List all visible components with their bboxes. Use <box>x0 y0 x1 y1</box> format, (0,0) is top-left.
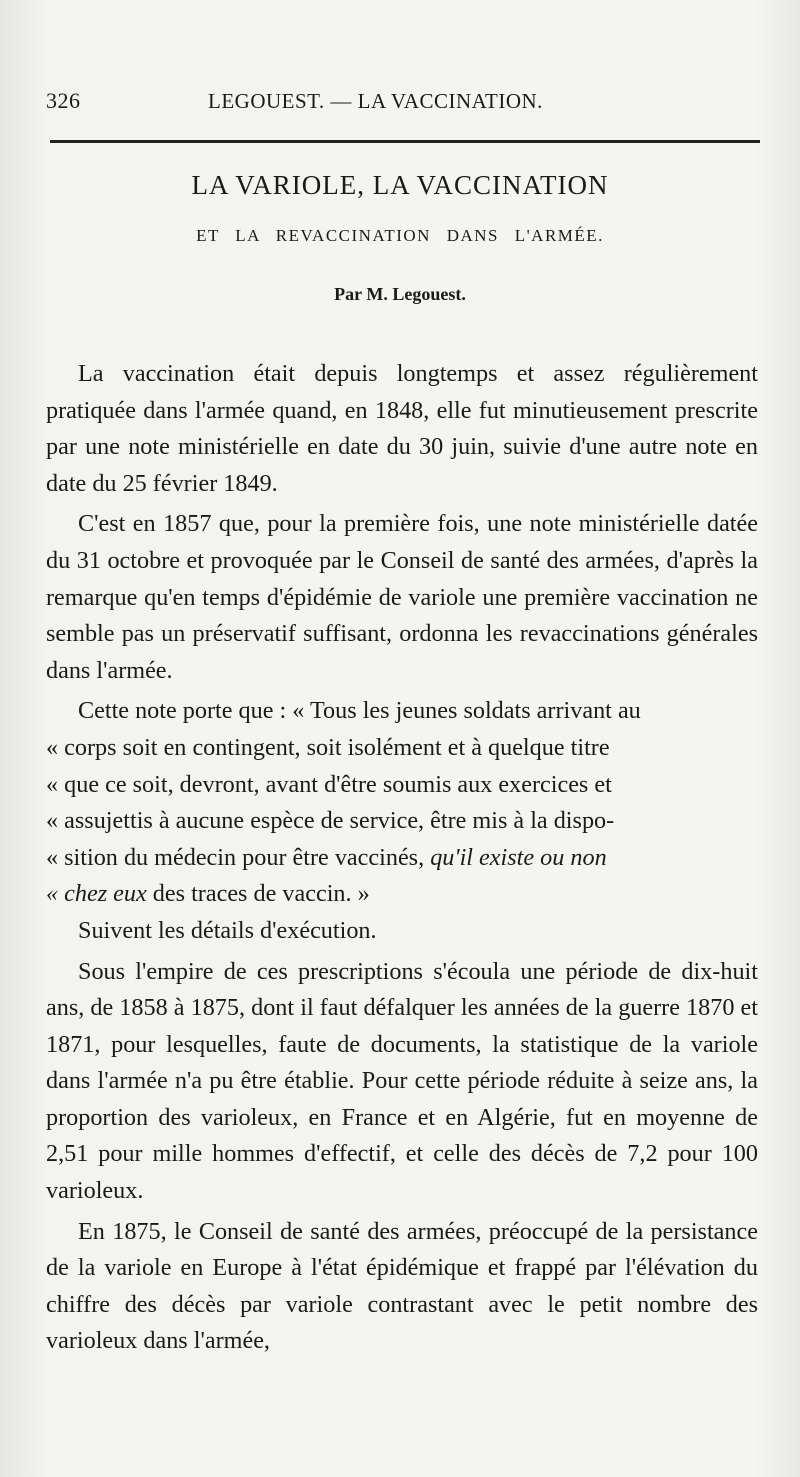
paragraph-2: C'est en 1857 que, pour la première fois, une note ministérielle datée du 31 octobre et provoquée par le Conseil de santé des armées, d'après la remarque qu'en temps d'épidémie de variole une première vaccination ne semble pas un préservatif suffisant, ordonna les revaccinations générales dans l'armée. <box>46 510 758 684</box>
article-subtitle: ET LA REVACCINATION DANS L'ARMÉE. <box>196 226 604 245</box>
quote-line-5: « sition du médecin pour être vaccinés, <box>46 843 425 871</box>
quote-italic-2: « chez eux <box>46 880 147 908</box>
running-title: LEGOUEST. — LA VACCINATION. <box>208 89 543 113</box>
article-byline: Par M. Legouest. <box>334 284 466 304</box>
quote-italic-1: qu'il existe ou non <box>430 843 607 871</box>
running-head <box>46 88 758 122</box>
quote-line-2: « corps soit en contingent, soit isolément et à quelque titre <box>46 733 610 761</box>
article-title: LA VARIOLE, LA VACCINATION <box>191 170 609 200</box>
paragraph-1: La vaccination était depuis longtemps et assez régulièrement pratiquée dans l'armée quand, en 1848, elle fut minutieusement prescrite par une note ministérielle en date du 30 juin, suivie d'une autre note en date du 25 février 1849. <box>46 360 758 497</box>
header-rule <box>50 140 760 143</box>
quote-line-4: « assujettis à aucune espèce de service, être mis à la dispo- <box>46 807 615 835</box>
page-number: 326 <box>46 88 81 113</box>
paragraph-6: En 1875, le Conseil de santé des armées, préoccupé de la persistance de la variole en Europe à l'état épidémique et frappé par l'élévation du chiffre des décès par variole contrastant avec le petit nombre des varioleux dans l'armée, <box>46 1217 758 1355</box>
quote-line-3: « que ce soit, devront, avant d'être soumis aux exercices et <box>46 770 612 798</box>
body-text <box>46 356 758 1360</box>
paragraph-5: Sous l'empire de ces prescriptions s'écoula une période de dix-huit ans, de 1858 à 1875, dont il faut défalquer les années de la guerre 1870 et 1871, pour lesquelles, faute de documents, la statistique de la variole dans l'armée n'a pu être établie. Pour cette période réduite à seize ans, la proportion des varioleux, en France et en Algérie, fut en moyenne de 2,51 pour mille hommes d'effectif, et celle des décès de 7,2 pour 100 varioleux. <box>46 957 758 1205</box>
quote-line-6: des traces de vaccin. » <box>152 880 370 908</box>
paragraph-4: Suivent les détails d'exécution. <box>78 916 377 944</box>
quote-intro: Cette note porte que : « Tous les jeunes soldats arrivant au <box>78 697 641 725</box>
paragraph-3 <box>46 693 758 913</box>
